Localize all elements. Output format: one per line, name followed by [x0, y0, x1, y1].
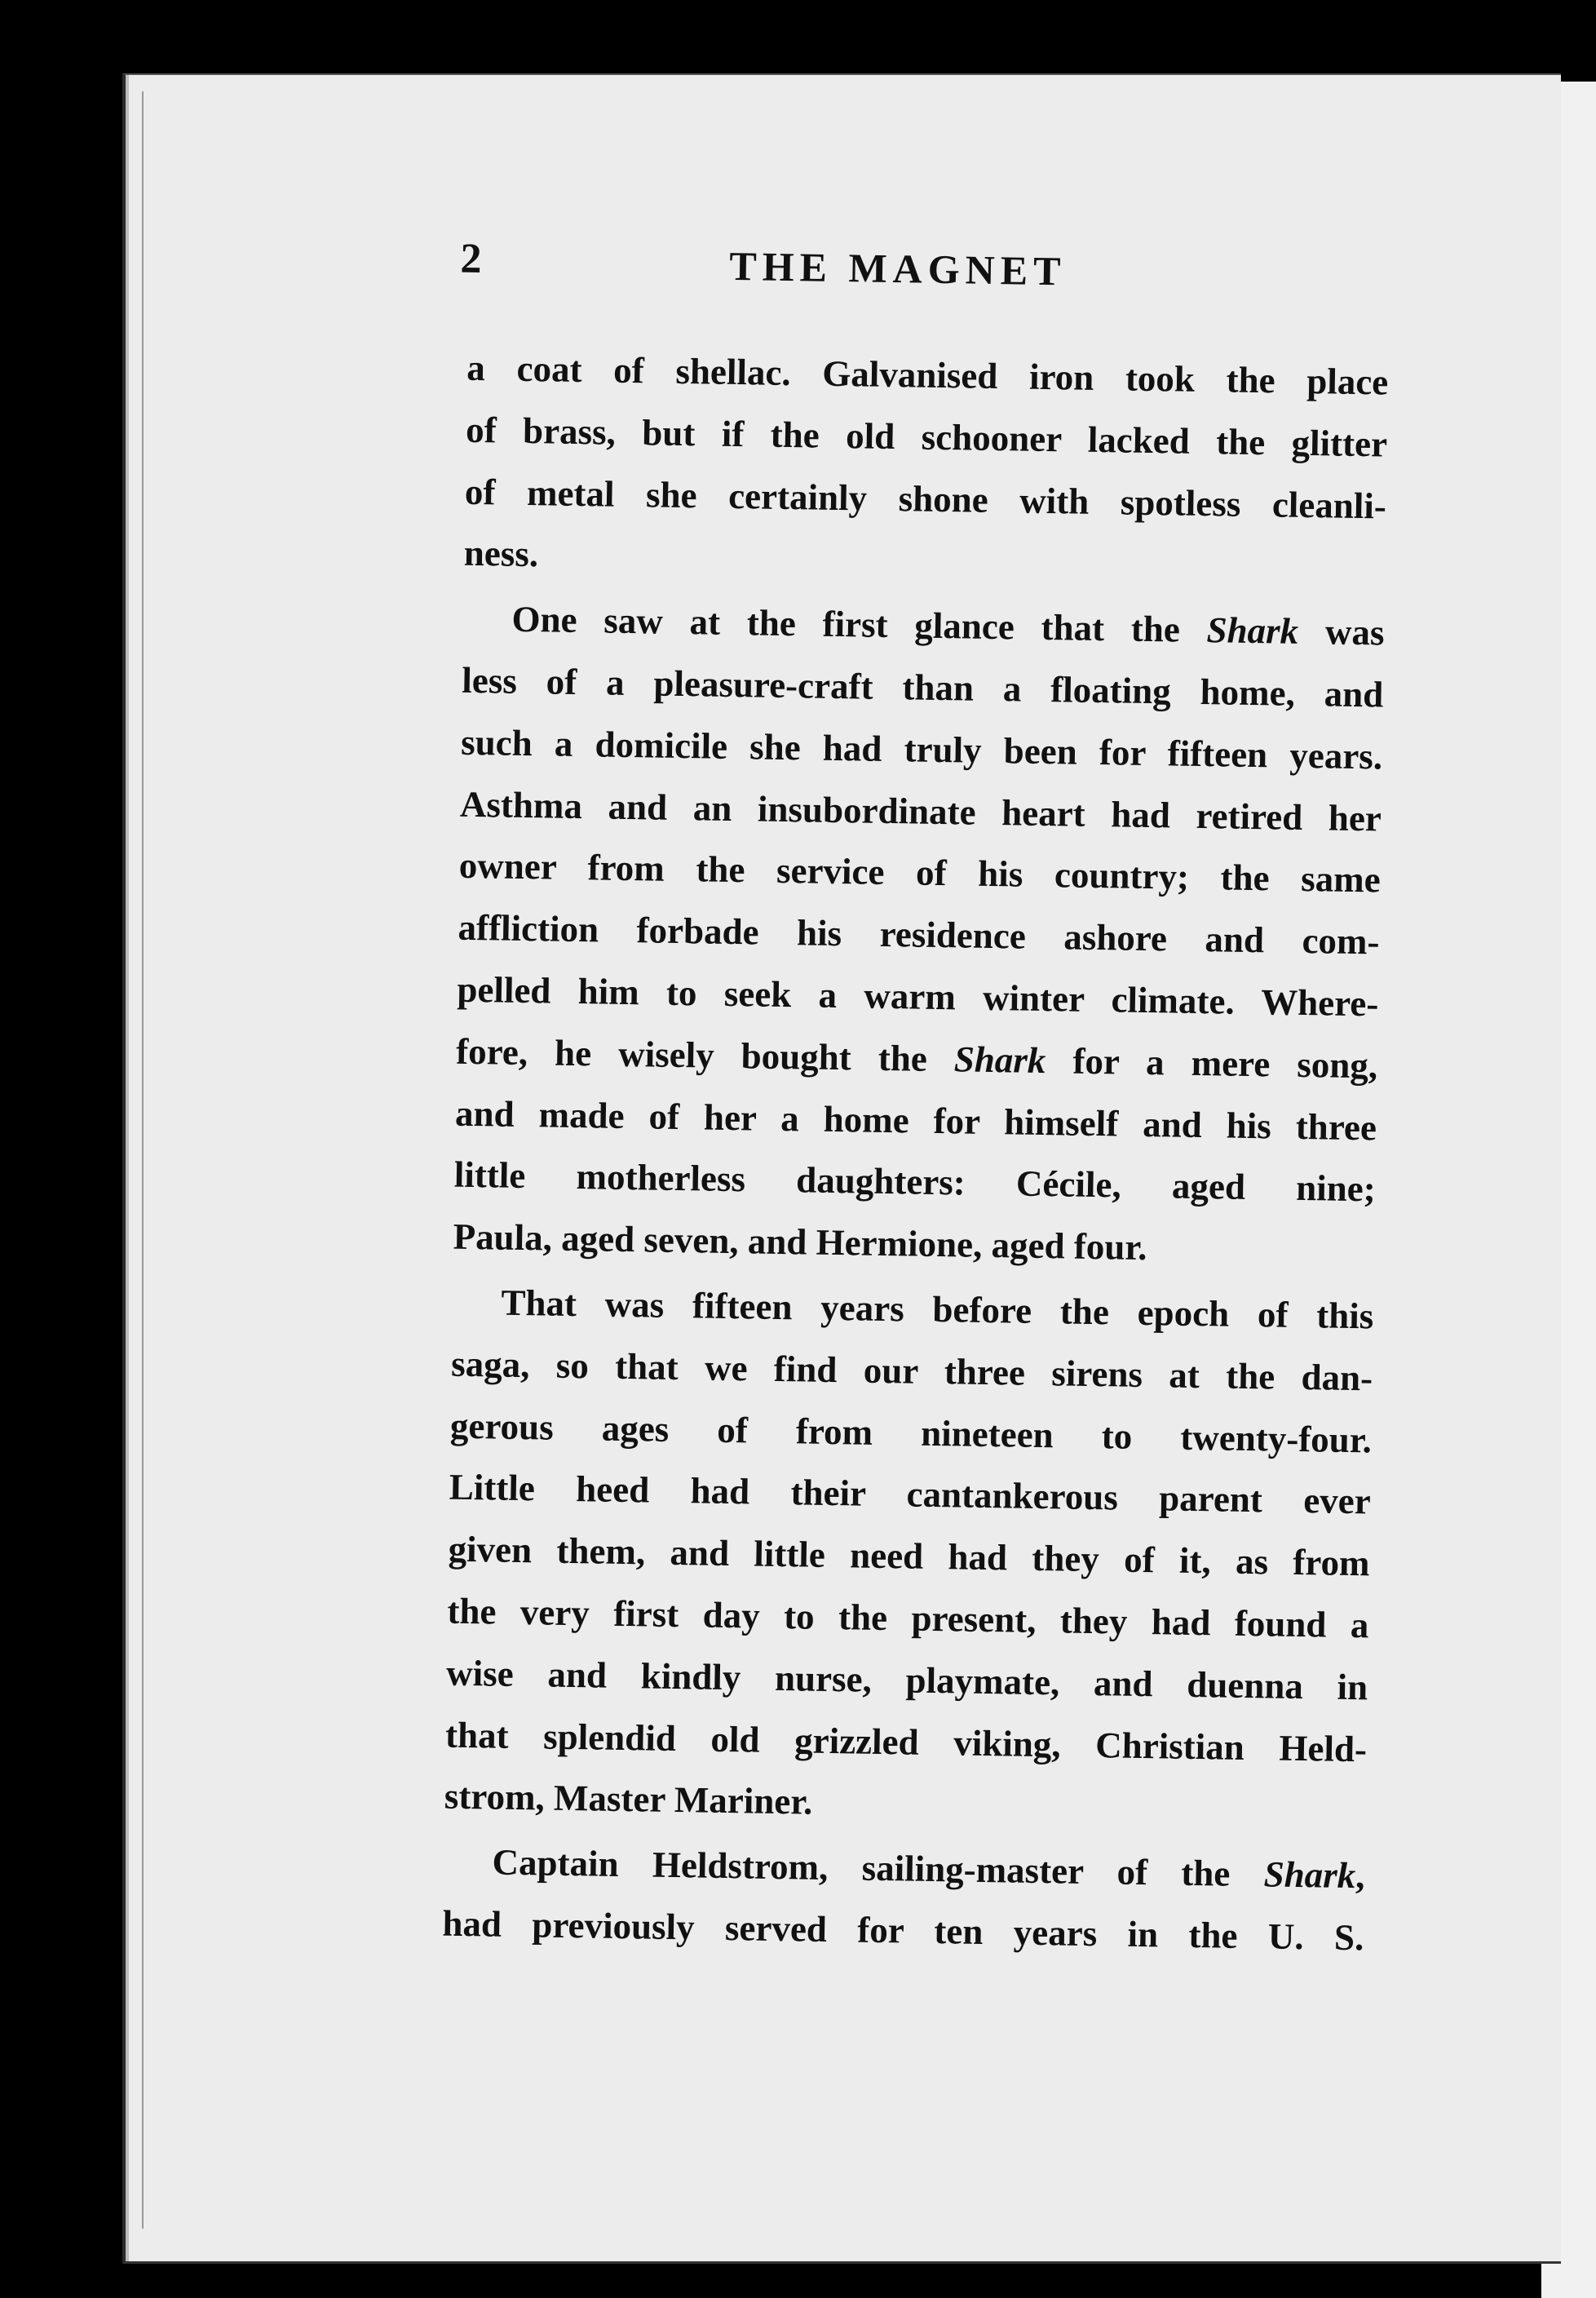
- text-line: given them, and little need had they of it, as from: [448, 1528, 1370, 1584]
- text-line: such a domicile she had truly been for fifteen years.: [460, 721, 1383, 777]
- text-line: Captain Heldstrom, sailing-master of the Shark,: [492, 1841, 1365, 1897]
- text-line: wise and kindly nurse, playmate, and duenna in: [445, 1652, 1368, 1708]
- text-line: One saw at the first glance that the Shark was: [511, 598, 1385, 653]
- paragraph: [453, 588, 1385, 1282]
- text-line: a coat of shellac. Galvanised iron took the place: [466, 347, 1389, 403]
- text-line: the very first day to the present, they had found a: [447, 1590, 1369, 1646]
- text-line: strom, Master Mariner.: [444, 1775, 813, 1823]
- paragraph: [444, 1272, 1374, 1843]
- text-line: Paula, aged seven, and Hermione, aged four.: [453, 1215, 1147, 1269]
- page-text-block: [295, 232, 1395, 1969]
- text-line: little motherless daughters: Cécile, aged nine;: [453, 1154, 1377, 1210]
- page-header: [321, 232, 1395, 323]
- text-line: Little heed had their cantankerous parent ever: [449, 1466, 1372, 1522]
- text-line: that splendid old grizzled viking, Christian Held-: [444, 1714, 1368, 1769]
- paragraph: [442, 1831, 1365, 1969]
- text-line: of brass, but if the old schooner lacked the glitter: [465, 409, 1388, 465]
- running-head: THE MAGNET: [728, 242, 1067, 294]
- page-gutter-line: [142, 91, 144, 2229]
- text-line: of metal she certainly shone with spotless cleanli-: [464, 471, 1387, 527]
- text-line: fore, he wisely bought the Shark for a mere song,: [455, 1030, 1378, 1087]
- text-line: That was fifteen years before the epoch of this: [501, 1282, 1374, 1337]
- text-line: Asthma and an insubordinate heart had retired her: [459, 783, 1382, 839]
- text-line: gerous ages of from nineteen to twenty-four.: [449, 1405, 1373, 1460]
- text-line: owner from the service of his country; the same: [458, 845, 1382, 901]
- text-line: had previously served for ten years in the U. S.: [442, 1902, 1364, 1959]
- text-line: less of a pleasure-craft than a floating home, and: [462, 659, 1384, 715]
- paragraph: [463, 338, 1389, 600]
- text-line: saga, so that we find our three sirens at the dan-: [450, 1343, 1373, 1399]
- text-line: pelled him to seek a warm winter climate. Where-: [457, 968, 1379, 1025]
- body-text: [442, 338, 1389, 1969]
- page-number: 2: [460, 235, 482, 283]
- text-line: affliction forbade his residence ashore and com-: [458, 906, 1380, 963]
- text-line: and made of her a home for himself and his three: [454, 1092, 1377, 1149]
- text-line: ness.: [463, 533, 539, 575]
